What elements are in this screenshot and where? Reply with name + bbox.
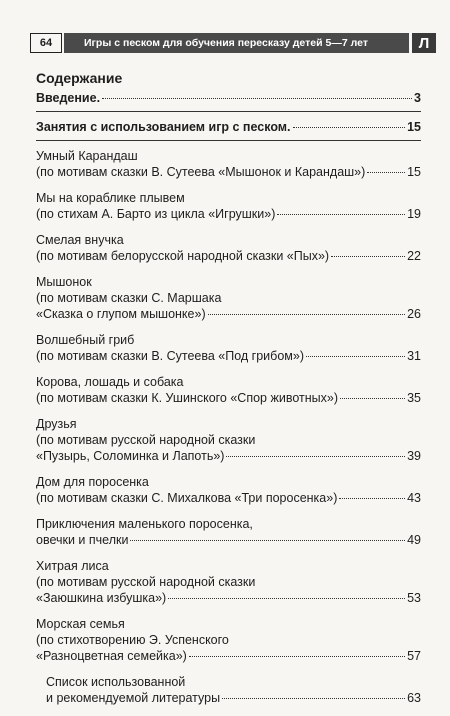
dot-leader [222, 698, 405, 699]
toc-entry [36, 616, 421, 664]
toc-entry-line: Список использованной [46, 675, 186, 689]
dot-leader [130, 540, 405, 541]
toc-page-number: 15 [407, 165, 421, 179]
dot-leader [367, 172, 405, 173]
toc-entry [36, 516, 421, 548]
toc-entry-line: Корова, лошадь и собака [36, 375, 184, 389]
toc-entry-line: Дом для поросенка [36, 475, 149, 489]
toc-entry [36, 332, 421, 364]
toc-page-number: 49 [407, 533, 421, 547]
toc-entry-line: (по стихам А. Барто из цикла «Игрушки») [36, 207, 276, 221]
toc-entry [36, 148, 421, 180]
toc-entry-line: Умный Карандаш [36, 149, 138, 163]
toc-entry [36, 558, 421, 606]
toc-page-number: 57 [407, 649, 421, 663]
toc-entry-line: (по мотивам сказки В. Сутеева «Мышонок и Карандаш») [36, 165, 366, 179]
dot-leader [331, 256, 405, 257]
toc-entry [36, 190, 421, 222]
toc-entry-line: (по мотивам сказки С. Михалкова «Три поросенка») [36, 491, 338, 505]
dot-leader [277, 214, 405, 215]
toc-entry-line: Морская семья [36, 617, 125, 631]
toc-entry-line: (по мотивам русской народной сказки [36, 433, 256, 447]
toc-page-number: 63 [407, 691, 421, 705]
toc-page-number: 43 [407, 491, 421, 505]
toc-entry-line: Мы на кораблике плывем [36, 191, 185, 205]
toc-entry-line: Друзья [36, 417, 77, 431]
toc-page-number: 22 [407, 249, 421, 263]
toc-entry-line: и рекомендуемой литературы [46, 691, 221, 705]
toc-entry-line: Мышонок [36, 275, 92, 289]
toc-page-number: 26 [407, 307, 421, 321]
toc-entry [36, 416, 421, 464]
toc-page-number: 39 [407, 449, 421, 463]
toc-page-number: 15 [407, 120, 421, 134]
dot-leader [208, 314, 405, 315]
dot-leader [102, 98, 412, 99]
toc-page-number: 31 [407, 349, 421, 363]
toc-entry-line: Приключения маленького поросенка, [36, 517, 253, 531]
toc-heading: Содержание [36, 70, 123, 86]
section-corner-mark: Л [412, 33, 436, 53]
toc-entry-line: (по стихотворению Э. Успенского [36, 633, 229, 647]
toc-entry [36, 674, 421, 706]
dot-leader [340, 398, 405, 399]
running-title: Игры с песком для обучения пересказу детей 5—7 лет [64, 33, 409, 53]
dot-leader [339, 498, 405, 499]
dot-leader [168, 598, 405, 599]
running-header [30, 32, 436, 54]
toc-entry-line: «Разноцветная семейка») [36, 649, 187, 663]
toc-entry-line: овечки и пчелки [36, 533, 129, 547]
toc-entry-line: Волшебный гриб [36, 333, 135, 347]
page-number: 64 [30, 33, 62, 53]
toc-entry-line: Занятия с использованием игр с песком. [36, 120, 291, 134]
toc-entry-line: «Заюшкина избушка») [36, 591, 167, 605]
table-of-contents [36, 90, 421, 716]
toc-entry [36, 274, 421, 322]
toc-entry-line: (по мотивам русской народной сказки [36, 575, 256, 589]
toc-page-number: 3 [414, 91, 421, 105]
toc-entry-line: Хитрая лиса [36, 559, 109, 573]
toc-entry-line: (по мотивам сказки С. Маршака [36, 291, 222, 305]
toc-entry-line: (по мотивам белорусской народной сказки «Пых») [36, 249, 330, 263]
toc-entry [36, 119, 421, 141]
toc-entry-line: (по мотивам сказки К. Ушинского «Спор животных») [36, 391, 338, 405]
toc-entry [36, 374, 421, 406]
dot-leader [306, 356, 405, 357]
toc-entry-line: (по мотивам сказки В. Сутеева «Под грибом») [36, 349, 304, 363]
dot-leader [189, 656, 405, 657]
toc-page-number: 53 [407, 591, 421, 605]
toc-page-number: 19 [407, 207, 421, 221]
toc-entry [36, 232, 421, 264]
dot-leader [293, 127, 406, 128]
dot-leader [226, 456, 405, 457]
toc-entry-line: «Пузырь, Соломинка и Лапоть») [36, 449, 225, 463]
toc-entry-line: Смелая внучка [36, 233, 124, 247]
toc-entry-line: Введение. [36, 91, 101, 105]
toc-entry-line: «Сказка о глупом мышонке») [36, 307, 206, 321]
toc-entry [36, 90, 421, 112]
toc-entry [36, 474, 421, 506]
toc-page-number: 35 [407, 391, 421, 405]
